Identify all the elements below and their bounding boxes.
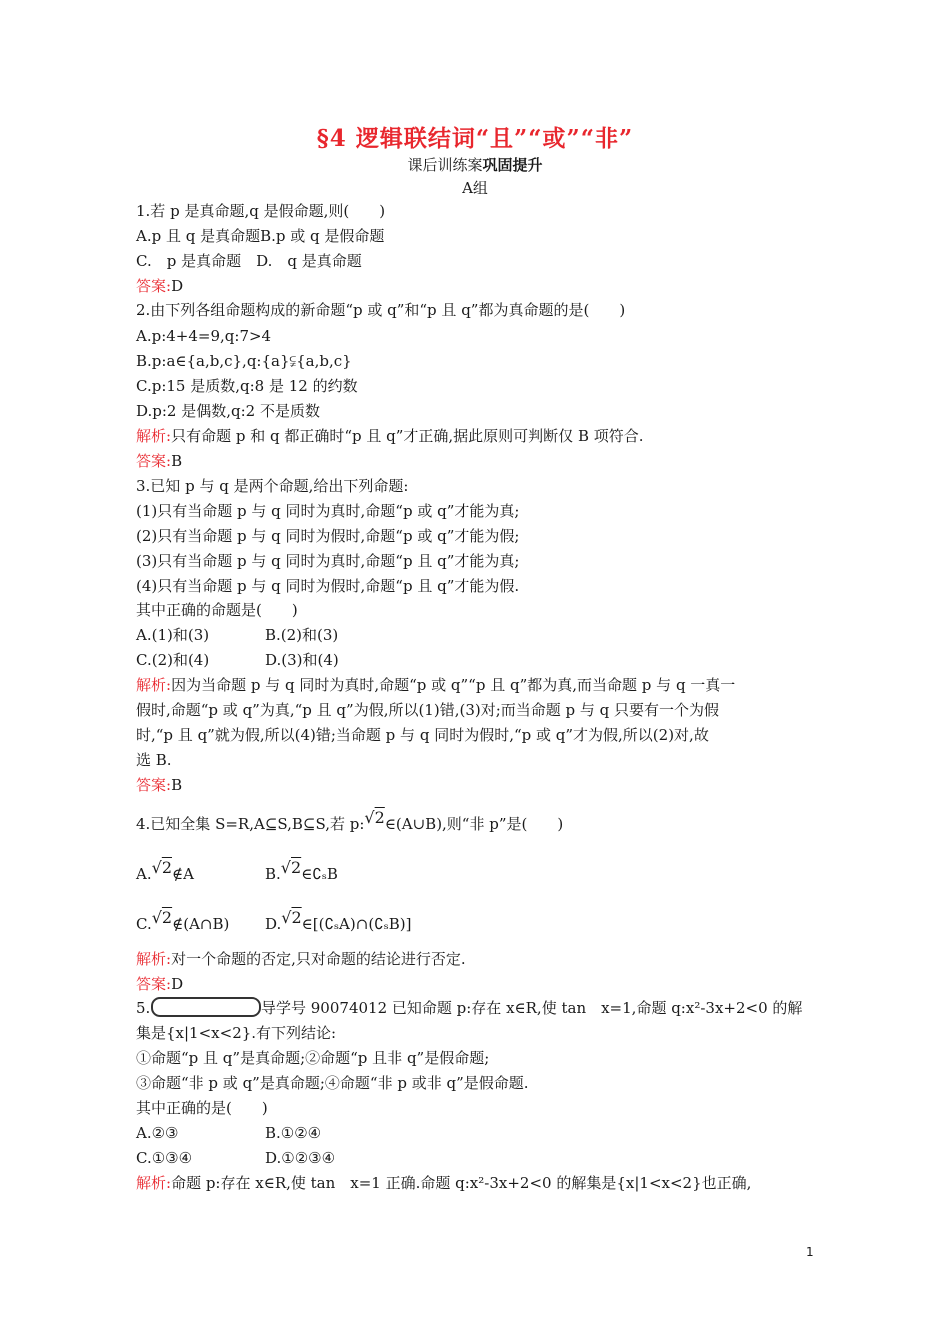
- q3-option-b: B.(2)和(3): [265, 626, 339, 644]
- radical-sign: √: [364, 808, 375, 827]
- q3-option-c: C.(2)和(4): [136, 651, 210, 669]
- q2-analysis: [136, 426, 644, 446]
- analysis-text: 只有命题 p 和 q 都正确时“p 且 q”才正确,据此原则可判断仅 B 项符合.: [171, 427, 644, 445]
- q5-option-a: A.②③: [136, 1124, 179, 1142]
- answer-label: 答案:: [136, 277, 172, 295]
- q3-option-d: D.(3)和(4): [265, 651, 339, 669]
- option-letter: D.: [265, 915, 282, 933]
- sqrt-2: [281, 908, 301, 928]
- q4-stem-pre: 4.已知全集 S=R,A⊆S,B⊆S,若 p:: [136, 815, 365, 833]
- option-text: ∈[(∁ₛA)∩(∁ₛB)]: [301, 915, 412, 933]
- q5-stem-2: 集是{x|1<x<2}.有下列结论:: [136, 1024, 337, 1042]
- answer-label: 答案:: [136, 975, 172, 993]
- q2-option-c: C.p:15 是质数,q:8 是 12 的约数: [136, 377, 358, 395]
- guide-badge: [151, 997, 261, 1017]
- q3-statement-3: (3)只有当命题 p 与 q 同时为真时,命题“p 且 q”才能为真;: [136, 552, 520, 570]
- q3-analysis-1: [136, 675, 735, 695]
- q4-option-a: [136, 858, 194, 884]
- q3-analysis-4: 选 B.: [136, 751, 172, 769]
- answer-label: 答案:: [136, 452, 172, 470]
- q5-option-b: B.①②④: [265, 1124, 322, 1142]
- option-letter: B.: [265, 865, 281, 883]
- q4-option-b: [265, 858, 338, 884]
- answer-label: 答案:: [136, 776, 172, 794]
- q4-option-d: [265, 908, 412, 934]
- q3-statement-2: (2)只有当命题 p 与 q 同时为假时,命题“p 或 q”才能为假;: [136, 527, 520, 545]
- page-number: 1: [806, 1245, 814, 1259]
- analysis-label: 解析:: [136, 1174, 172, 1192]
- radical-sign: √: [281, 908, 292, 927]
- answer-value: D: [171, 277, 184, 295]
- radical-sign: √: [151, 858, 162, 877]
- q2-option-d: D.p:2 是偶数,q:2 不是质数: [136, 402, 320, 420]
- q2-option-a: A.p:4+4=9,q:7>4: [136, 327, 272, 345]
- q3-stem: 3.已知 p 与 q 是两个命题,给出下列命题:: [136, 477, 409, 495]
- radicand: 2: [374, 808, 385, 827]
- q1-answer: [136, 276, 183, 296]
- q3-answer: [136, 775, 182, 795]
- analysis-text: 命题 p:存在 x∈R,使 tan x=1 正确.命题 q:x²-3x+2<0 的解集是{x|1<x<2}也正确,: [171, 1174, 752, 1192]
- q5-ask: 其中正确的是( ): [136, 1099, 268, 1117]
- q3-option-a: A.(1)和(3): [136, 626, 210, 644]
- q4-answer: [136, 974, 183, 994]
- q2-answer: [136, 451, 182, 471]
- q5-option-d: D.①②③④: [265, 1149, 336, 1167]
- answer-value: B: [171, 776, 183, 794]
- analysis-text: 因为当命题 p 与 q 同时为真时,命题“p 或 q”“p 且 q”都为真,而当命题 p 与 q 一真一: [171, 676, 736, 694]
- sqrt-2: [281, 858, 301, 878]
- analysis-label: 解析:: [136, 676, 172, 694]
- page-title: §4 逻辑联结词“且”“或”“非”: [316, 125, 634, 152]
- radicand: 2: [161, 908, 173, 927]
- q3-statement-4: (4)只有当命题 p 与 q 同时为假时,命题“p 且 q”才能为假.: [136, 577, 520, 595]
- q2-option-b: B.p:a∈{a,b,c},q:{a}⫋{a,b,c}: [136, 352, 352, 370]
- q2-stem: 2.由下列各组命题构成的新命题“p 或 q”和“p 且 q”都为真命题的是( ): [136, 301, 626, 319]
- q3-statement-1: (1)只有当命题 p 与 q 同时为真时,命题“p 或 q”才能为真;: [136, 502, 520, 520]
- q5-statements-1: ①命题“p 且 q”是真命题;②命题“p 且非 q”是假命题;: [136, 1049, 490, 1067]
- q1-options-cd: C. p 是真命题 D. q 是真命题: [136, 252, 362, 270]
- radical-sign: √: [280, 858, 291, 877]
- q5-statements-2: ③命题“非 p 或 q”是真命题;④命题“非 p 或非 q”是假命题.: [136, 1074, 529, 1092]
- sqrt-2: [152, 858, 172, 878]
- radicand: 2: [291, 908, 302, 927]
- q5-option-c: C.①③④: [136, 1149, 193, 1167]
- analysis-label: 解析:: [136, 427, 172, 445]
- option-letter: A.: [136, 865, 152, 883]
- q5-stem-1: 导学号 90074012 已知命题 p:存在 x∈R,使 tan x=1,命题 q:x²-3x+2<0 的解: [261, 999, 803, 1017]
- sqrt-2: [152, 908, 172, 928]
- option-letter: C.: [136, 915, 152, 933]
- q4-stem: [136, 808, 563, 834]
- q4-option-c: [136, 908, 229, 934]
- q3-analysis-2: 假时,命题“p 或 q”为真,“p 且 q”为假,所以(1)错,(3)对;而当命题 p 与 q 只要有一个为假: [136, 701, 720, 719]
- q3-analysis-3: 时,“p 且 q”就为假,所以(4)错;当命题 p 与 q 同时为假时,“p 或 q”才为假,所以(2)对,故: [136, 726, 709, 744]
- option-text: ∉(A∩B): [172, 915, 230, 933]
- q3-ask: 其中正确的命题是( ): [136, 601, 298, 619]
- answer-value: D: [171, 975, 184, 993]
- q1-options-ab: A.p 且 q 是真命题B.p 或 q 是假命题: [136, 227, 385, 245]
- analysis-text: 对一个命题的否定,只对命题的结论进行否定.: [171, 950, 466, 968]
- radicand: 2: [291, 858, 302, 877]
- page-subtitle: [0, 154, 950, 175]
- sqrt-2: [364, 808, 384, 828]
- q5-num: 5.: [136, 999, 151, 1017]
- subtitle-plain: 课后训练案: [407, 156, 483, 174]
- answer-value: B: [171, 452, 183, 470]
- q1-stem: 1.若 p 是真命题,q 是假命题,则( ): [136, 202, 386, 220]
- subtitle-bold: 巩固提升: [482, 156, 543, 174]
- option-text: ∈∁ₛB: [301, 865, 338, 883]
- analysis-label: 解析:: [136, 950, 172, 968]
- group-heading: A组: [462, 179, 488, 197]
- q5-analysis: [136, 1173, 751, 1193]
- q4-analysis: [136, 949, 466, 969]
- radicand: 2: [161, 858, 172, 877]
- option-text: ∉A: [172, 865, 194, 883]
- radical-sign: √: [151, 908, 162, 927]
- q4-stem-post: ∈(A∪B),则“非 p”是( ): [384, 815, 564, 833]
